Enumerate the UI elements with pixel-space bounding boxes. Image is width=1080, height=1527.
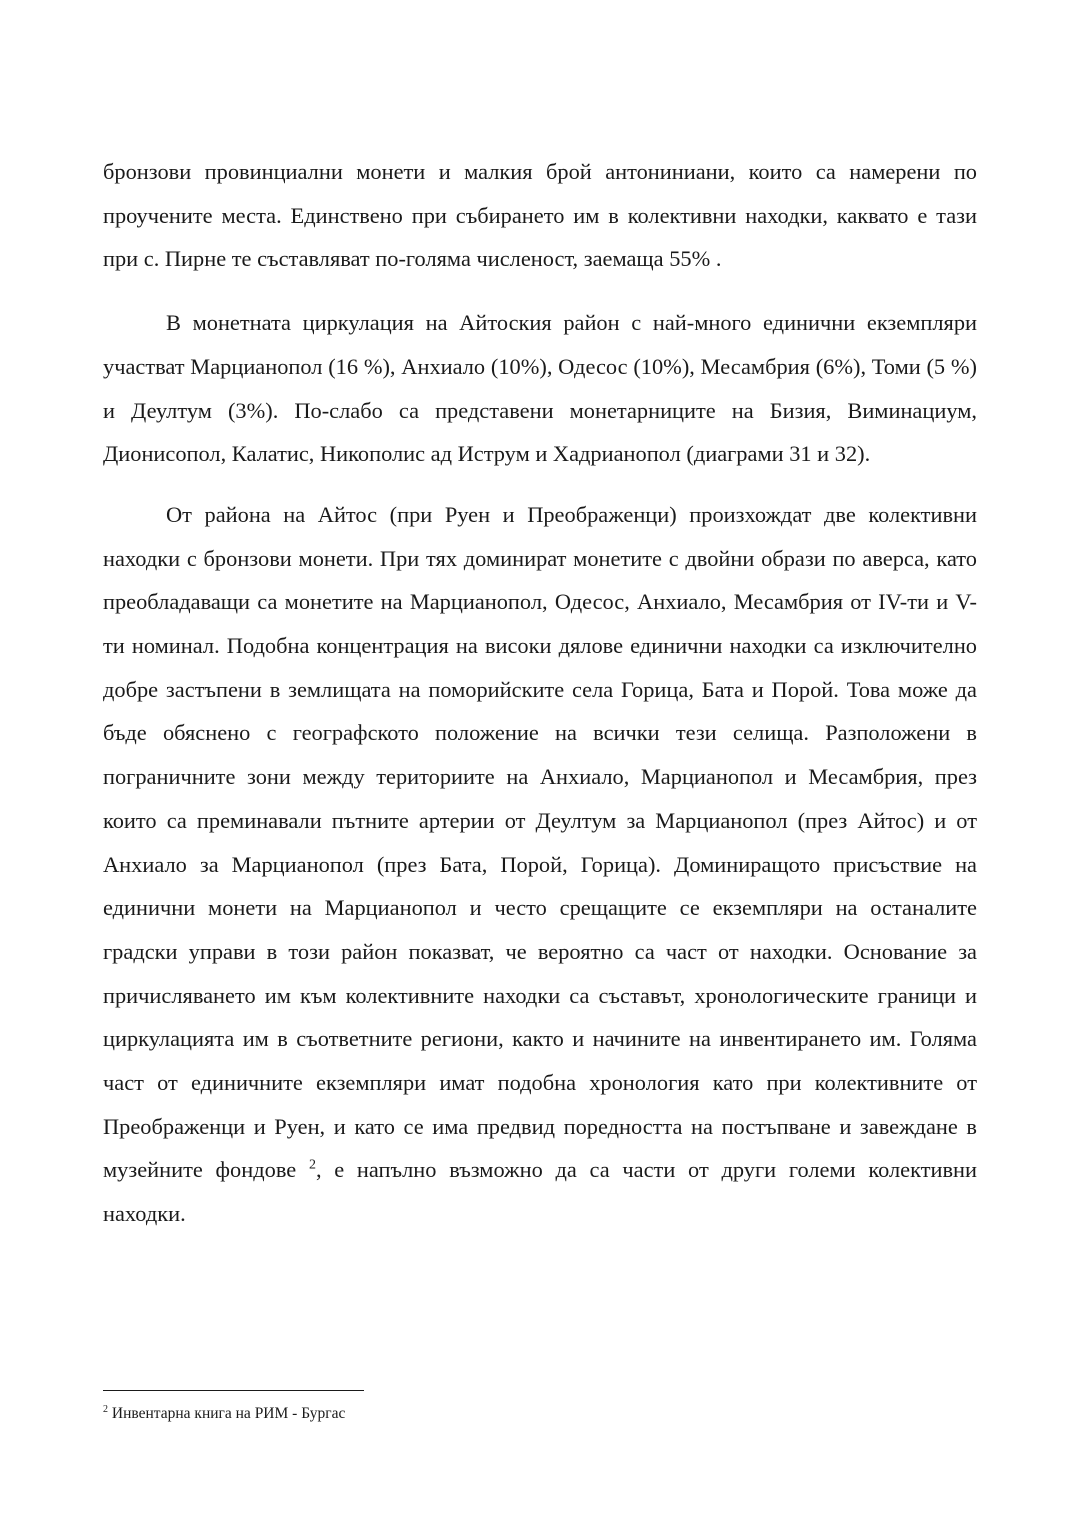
document-body <box>103 150 977 1236</box>
footnote-reference: 2 <box>308 1158 316 1173</box>
footnote-separator <box>103 1390 364 1391</box>
paragraph-3-text-start: От района на Айтос (при Руен и Преображенци) произхождат две колективни находки с бронзови монети. При тях доминират монетите с двойни образи по аверса, като преобладаващи са монетите на Марцианопол, Одесос, Анхиало, Месамбрия от IV-ти и V-ти номинал. Подобна концентрация на високи дялове единични находки са изключително добре застъпени в землищата на поморийските села Горица, Бата и Порой. Това може да бъде обяснено с географското положение на всички тези селища. Разположени в пограничните зони между териториите на Анхиало, Марцианопол и Месамбрия, през които са преминавали пътните артерии от Деултум за Марцианопол (през Айтос) и от Анхиало за Марцианопол (през Бата, Порой, Горица). Доминиращото присъствие на единични монети на Марцианопол и често срещащите се екземпляри на останалите градски управи в този район показват, че вероятно са част от находки. Основание за причисляването им към колективните находки са съставът, хронологическите граници и циркулацията им в съответните региони, както и начините на инвентирането им. Голяма част от единичните екземпляри имат подобна хронология като при колективните от Преображенци и Руен, и като се има предвид поредността на постъпване и завеждане в музейните фондове <box>103 501 977 1183</box>
paragraph-1: бронзови провинциални монети и малкия брой антониниани, които са намерени по проучените места. Единствено при събирането им в колективни находки, каквато е тази при с. Пирне те съставляват по-голяма численост, заемаща 55% . <box>103 159 977 272</box>
footnote-number: 2 <box>103 1403 108 1415</box>
footnote <box>103 1403 977 1425</box>
paragraph-2: В монетната циркулация на Айтоския район с най-много единични екземпляри участват Марцианопол (16 %), Анхиало (10%), Одесос (10%), Месамбрия (6%), Томи (5 %) и Деултум (3%). По-слабо са представени монетарниците на Бизия, Виминациум, Дионисопол, Калатис, Никополис ад Иструм и Хадрианопол (диаграми 31 и 32). <box>103 310 977 467</box>
paragraph-3 <box>103 493 977 1236</box>
paragraph-3-text-end: , е напълно възможно да са части от други големи колективни находки. <box>103 1157 978 1227</box>
footnote-text: Инвентарна книга на РИМ - Бургас <box>111 1405 346 1422</box>
